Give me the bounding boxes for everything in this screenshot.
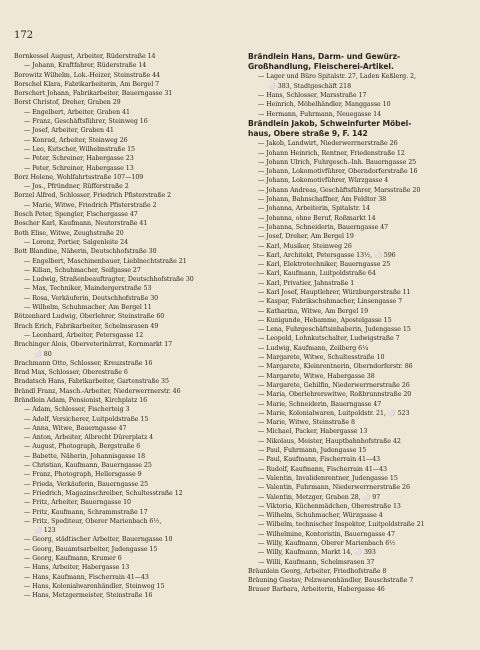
directory-entry: — Leonhard, Arbeiter, Petersgasse 12 (24, 331, 144, 339)
directory-entry: Brach Erich, Fabrikarbeiter, Schelmsrasen 49 (14, 322, 159, 330)
directory-entry: — Johann Ulrich, Fuhrgesch.-Inh. Bauerngasse 25 (258, 158, 417, 166)
directory-entry: — Georg, Kaufmann, Krumer 6 (24, 555, 122, 563)
directory-entry: Bradatsch Hans, Fabrikarbeiter, Gartenstraße 35 (14, 378, 169, 386)
directory-entry: — Max, Techniker, Maindergerstraße 53 (24, 285, 152, 293)
directory-entry: — Johann, Lokomotivführer, Oberndorferstraße 16 (258, 168, 418, 176)
directory-entry: — Rudolf, Kaufmann, Fischerrain 41—43 (258, 465, 387, 473)
directory-entry: — Adolf, Versicherer, Luitpoldstraße 15 (24, 415, 149, 423)
directory-entry: — Fritz, Spediteur, Oberer Marienbach 6½, (24, 517, 162, 525)
directory-entry: — Valentin, Metzger, Graben 28, ⚪ 97 (258, 493, 381, 501)
directory-entry: — Karl, Musiker, Steinweg 26 (258, 242, 352, 250)
directory-entry: Boscher Karl, Kaufmann, Neutorstraße 41 (14, 220, 148, 228)
directory-entry: — Wilhelmine, Kontoristin, Bauerngasse 47 (258, 530, 395, 538)
directory-entry: — Wilhelm, Schuhmacher, Würzgasse 4 (258, 512, 383, 520)
directory-entry: — Adam, Schlosser, Fischerteig 3 (24, 406, 130, 414)
directory-entry: — Anton, Arbeiter, Albrecht Dürerplatz 4 (24, 434, 154, 442)
directory-entry: Bräuning Gustav, Pelzwarenhändler, Bauschstraße 7 (248, 577, 414, 585)
directory-entry: — Hans, Kolonialwarenhändler, Steinweg 15 (24, 582, 165, 590)
directory-entry: — Johann, Kraftfahrer, Rüderstraße 14 (24, 62, 147, 70)
directory-entry: — Valentin, Fuhrmann, Niederwerrnerstraße 26 (258, 484, 410, 492)
directory-entry: — Hans, Schlosser, Marsstraße 17 (258, 91, 367, 99)
directory-entry: ⚪ 123 (34, 527, 56, 535)
directory-entry: Borzel Alfred, Schlosser, Friedrich Pfisterstraße 2 (14, 192, 172, 200)
directory-entry: — Willy, Kaufmann, Markt 14, ⚪ 393 (258, 549, 376, 557)
directory-entry: — Johann Andreas, Geschäftsführer, Marsstraße 20 (258, 186, 421, 194)
directory-entry: — Georg, städtischer Arbeiter, Bauerngasse 10 (24, 536, 173, 544)
directory-entry: — Friedrich, Magazinschreiber, Schultesstraße 12 (24, 489, 183, 497)
directory-entry: Brachmann Otto, Schlosser, Kreuzstraße 16 (14, 359, 153, 367)
directory-entry: — Josef, Dreher, Am Bergel 19 (258, 233, 354, 241)
directory-entry: — Christian, Kaufmann, Bauerngasse 25 (24, 462, 152, 470)
directory-entry: — Lager und Büro Spitalstr. 27, Laden Keßlerg. 2, (258, 73, 416, 81)
directory-entry: — Rosa, Verkäuferin, Deutschhofstraße 30 (24, 294, 159, 302)
directory-entry: — Maria, Oberlehrerswitwe, Roßbrunnstraße 20 (258, 391, 412, 399)
directory-entry: — Hans, Arbeiter, Habergasse 13 (24, 564, 130, 572)
directory-entry: — Karl Josef, Hauptlehrer, Würzburgerstraße 11 (258, 288, 411, 296)
directory-entry: — Engelbert, Arbeiter, Graben 41 (24, 108, 130, 116)
directory-entry: — Heinrich, Möbelhändler, Manggasse 10 (258, 101, 391, 109)
directory-entry: Both Elise, Witwe, Zeughstraße 20 (14, 229, 124, 237)
directory-entry: — Valentin, Invalidenrentner, Judengasse 15 (258, 474, 398, 482)
left-column (14, 52, 238, 601)
directory-entry: — Kaspar, Fabrikschuhmacher, Linsengasse 7 (258, 298, 403, 306)
directory-entry: Brauer Barbara, Arbeiterin, Habergasse 46 (248, 586, 385, 594)
directory-entry: — Engelbert, Maschinenbauer, Lieblnechtstraße 21 (24, 257, 187, 265)
directory-entry: Bott Blandine, Näherin, Deutschhofstraße 30 (14, 248, 157, 256)
directory-entry: — Jakob, Landwirt, Niederwerrnerstraße 26 (258, 140, 398, 148)
directory-entry: — Hans, Kaufmann, Fischerrain 41—43 (24, 573, 149, 581)
directory-entry: — Hermann, Fuhrmann, Neuegasse 14 (258, 110, 382, 118)
directory-entry: — Peter, Schreiner, Habergasse 23 (24, 155, 134, 163)
directory-entry: — Karl, Architekt, Petersgasse 13½, ⚪ 596 (258, 251, 396, 259)
directory-entry: — Kilian, Schuhmacher, Seifgasse 27 (24, 266, 141, 274)
directory-entry: Brändlein Adam, Pensionist, Kirchplatz 16 (14, 396, 148, 404)
directory-entry: — Babette, Näherin, Johannisgasse 18 (24, 452, 146, 460)
directory-entry: Borst Christof, Dreher, Graben 29 (14, 99, 121, 107)
directory-entry: — Georg, Bauamtsarbeiter, Judengasse 15 (24, 545, 158, 553)
directory-entry: Bosch Peter, Spengler, Fischergasse 47 (14, 211, 138, 219)
directory-entry: Borz Helene, Wohlfahrtsstraße 107—109 (14, 173, 144, 181)
directory-entry: — Margarete, Witwe, Schultesstraße 10 (258, 354, 385, 362)
directory-entry: Borschel Klara, Fabrikarbeiterin, Am Bergel 7 (14, 80, 160, 88)
directory-entry: Brändlein Jakob, Schweinfurter Möbel- (248, 118, 412, 128)
directory-entry: — Katharina, Witwe, Am Bergel 19 (258, 307, 369, 315)
directory-entry: — Ludwig, Kaufmann, Zeilberg 6¼ (258, 344, 369, 352)
directory-entry: Brändlein Hans, Darm- und Gewürz- (248, 52, 401, 61)
directory-entry: — Leopold, Lohnkutschalter, Ludwigstraße 7 (258, 335, 400, 343)
directory-entry: — Johanna, Schneiderin, Bauerngasse 47 (258, 223, 389, 231)
directory-entry: — Fritz, Kaufmann, Schrammstraße 17 (24, 508, 148, 516)
directory-entry: — Karl, Elektrotechniker, Bauerngasse 25 (258, 261, 391, 269)
directory-entry: — Marie, Kolonialwaren, Luitpoldstr. 21, ⚪ 523 (258, 409, 410, 417)
directory-entry: — Margarete, Kleinrentnerin, Oberndorferstr. 86 (258, 363, 413, 371)
directory-entry: — Johann Heinrich, Rentner, Friedenstraße 12 (258, 149, 405, 157)
directory-entry: — Frieda, Verkäuferin, Bauerngasse 25 (24, 480, 149, 488)
directory-entry: — Paul, Kaufmann, Fischerrain 41—43 (258, 456, 381, 464)
directory-entry: — Kunigunde, Hebamme, Apostelgasse 15 (258, 316, 392, 324)
directory-entry: ⚪ 383, Stadtgeschäft 218 (268, 82, 352, 90)
directory-entry: — Lena, Fuhrgeschäftsinhaberin, Judengasse 15 (258, 326, 411, 334)
right-column (248, 52, 472, 595)
directory-entry: — Michael, Packer, Habergasse 13 (258, 428, 368, 436)
directory-entry: — Johanna, ohne Beruf, Roßmarkt 14 (258, 214, 376, 222)
directory-entry: Borschert Johann, Fabrikarbeiter, Bauerngasse 31 (14, 90, 173, 98)
directory-entry: — Paul, Fuhrmann, Judengasse 15 (258, 447, 367, 455)
directory-entry: Brändl Franz, Masch.-Arbeiter, Niederwerrnerstr. 46 (14, 387, 181, 395)
page-number: 172 (14, 30, 34, 41)
directory-entry: Großhandlung, Fleischerei-Artikel. (248, 62, 394, 72)
directory-entry: — Nikolaus, Meister, Hauptbahnhofstraße 42 (258, 437, 401, 445)
directory-entry: Bräunlein Georg, Arbeiter, Friedhofstraße 8 (248, 567, 387, 575)
directory-entry: — Willi, Kaufmann, Schelmsrasen 37 (258, 558, 375, 566)
directory-entry: haus, Obere straße 9, F. 142 (248, 129, 368, 139)
directory-entry: — Josef, Arbeiter, Graben 41 (24, 127, 114, 135)
directory-entry: — Ludwig, Straßenbeauftragter, Deutschhofstraße 30 (24, 276, 194, 284)
directory-entry: — Anna, Witwe, Bauerngasse 47 (24, 424, 127, 432)
directory-entry: Brad Max, Schlosser, Oberestraße 6 (14, 369, 128, 377)
directory-entry: — Wilhelm, technischer Inspektor, Luitpoldstraße 21 (258, 521, 425, 529)
directory-entry: — Leo, Kutscher, Wilhelmstraße 15 (24, 145, 135, 153)
directory-entry: — Willy, Kaufmann, Oberer Marienbach 6½ (258, 540, 396, 547)
directory-entry: — Franz, Geschäftsführer, Steinweg 16 (24, 118, 148, 126)
directory-entry: — Johann, Bahnschaffner, Am Feldtor 38 (258, 196, 387, 204)
directory-entry: — Marie, Schneiderin, Bauerngasse 47 (258, 400, 382, 408)
directory-entry: — Marie, Witwe, Steinstraße 8 (258, 419, 355, 427)
directory-entry: — Peter, Schreiner, Habergasse 13 (24, 164, 134, 172)
directory-entry: — Karl, Kaufmann, Luitpoldstraße 64 (258, 270, 376, 278)
directory-entry: — Margarete, Gehilfin, Niederwerrnerstraße 26 (258, 381, 410, 389)
directory-entry: Bornkessel August, Arbeiter, Rüderstraße 14 (14, 53, 156, 60)
directory-entry: — Johanna, Arbeiterin, Spitalstr. 14 (258, 205, 370, 213)
directory-entry: — August, Photograph, Bergstraße 6 (24, 443, 141, 451)
directory-entry: — Margarete, Witwe, Habergasse 38 (258, 372, 375, 380)
directory-entry: Borowitz Wilhelm, Lok.-Heizer, Steinstraße 44 (14, 71, 161, 79)
directory-entry: — Lorenz, Portier, Salgenleite 24 (24, 238, 129, 246)
directory-entry: — Karl, Privatier, Jahnstraße 1 (258, 279, 355, 287)
directory-entry: — Franz, Photograph, Hellersgasse 9 (24, 471, 142, 479)
directory-entry: — Viktoria, Küchenmädchen, Oberestraße 13 (258, 502, 401, 510)
directory-entry: Brachinger Alois, Oberveterinärrat, Kornmarkt 17 (14, 341, 173, 349)
directory-entry: — Wilhelm, Schuhmacher, Am Bergel 11 (24, 304, 152, 312)
directory-entry: — Hans, Metzgermeister, Steinstraße 16 (24, 592, 153, 600)
directory-entry: — Fritz, Arbeiter, Bauerngasse 10 (24, 499, 132, 507)
directory-entry: Bötzenhard Ludwig, Oberlehrer, Steinstraße 60 (14, 313, 165, 321)
directory-entry: — Jos., Pfründner, Rüfferstraße 2 (24, 183, 129, 191)
directory-entry: ⚪ 80 (34, 350, 52, 358)
directory-entry: — Johann, Lokomotivführer, Würzgasse 4 (258, 177, 389, 185)
directory-entry: — Konrad, Arbeiter, Steinweg 26 (24, 136, 128, 144)
directory-entry: — Marie, Witwe, Friedrich Pfisterstraße 2 (24, 201, 157, 209)
